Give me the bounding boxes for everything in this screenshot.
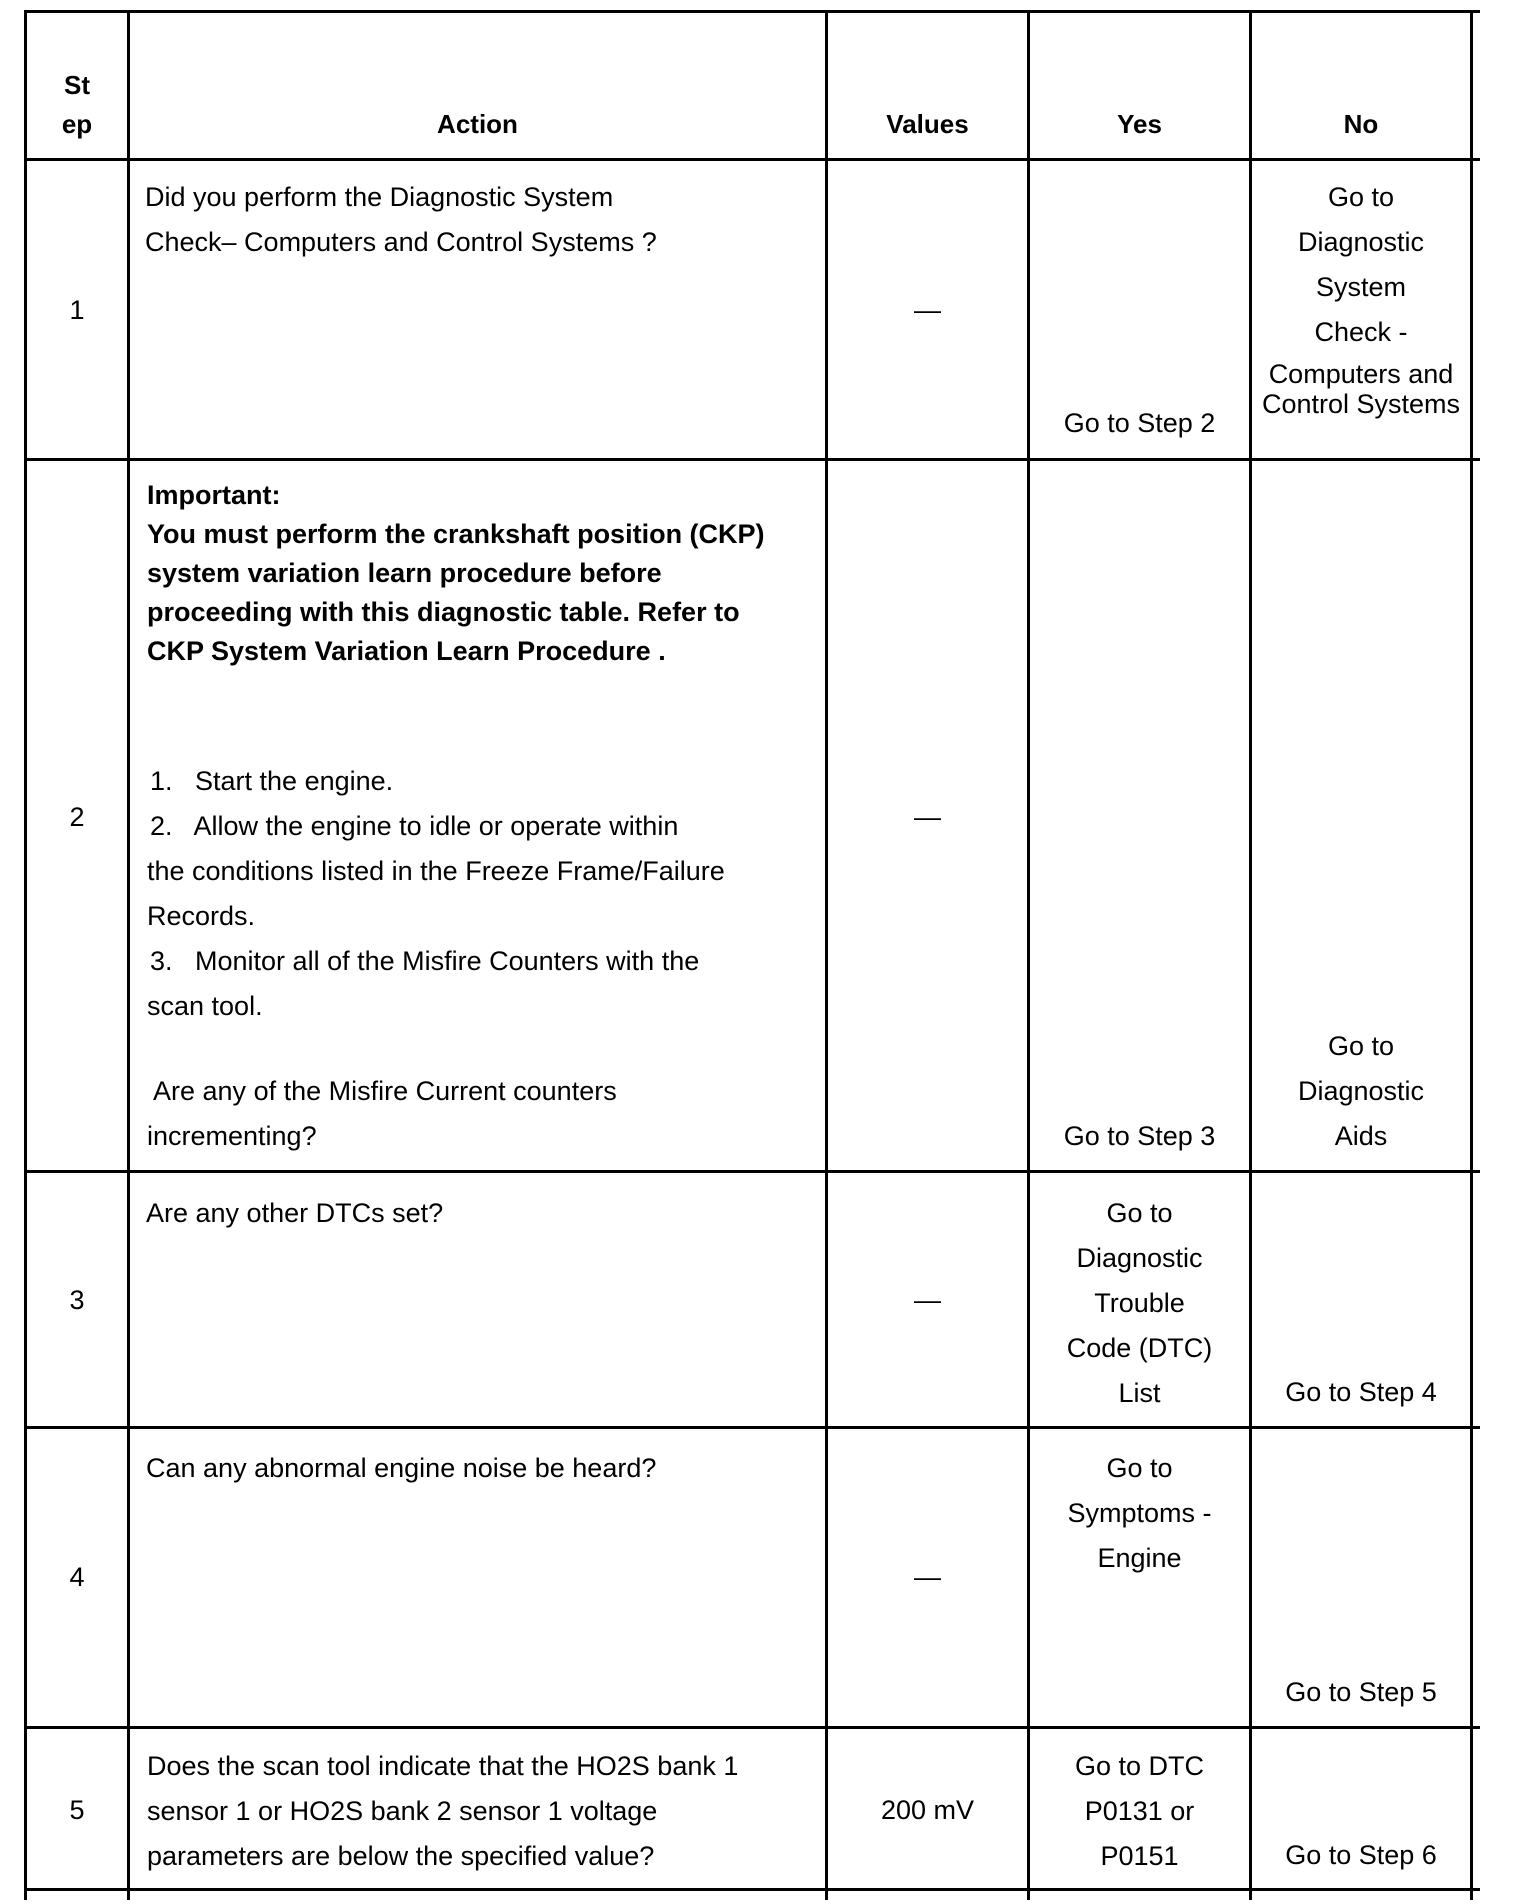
header-yes: Yes <box>1117 109 1162 139</box>
row-5-action: Does the scan tool indicate that the HO2S bank 1 sensor 1 or HO2S bank 2 sensor 1 voltage parameters are below the specified value? <box>147 1751 739 1871</box>
row-1-no: Go to Diagnostic System Check - Computers and Control Systems <box>1261 182 1461 419</box>
row-divider-1 <box>24 458 1480 461</box>
table-border-right <box>1470 10 1473 1900</box>
header-action: Action <box>437 109 518 139</box>
column-divider-action <box>127 10 130 1900</box>
row-5-step: 5 <box>69 1795 85 1825</box>
row-divider-4 <box>24 1726 1480 1729</box>
row-4-no: Go to Step 5 <box>1285 1677 1437 1707</box>
row-1-action: Did you perform the Diagnostic System Check– Computers and Control Systems ? <box>145 182 657 257</box>
row-4-values: — <box>914 1562 941 1592</box>
row-3-values: — <box>914 1285 941 1315</box>
row-divider-3 <box>24 1426 1480 1429</box>
row-3-action: Are any other DTCs set? <box>146 1198 444 1228</box>
row-3-no: Go to Step 4 <box>1285 1377 1437 1407</box>
row-4-step: 4 <box>69 1562 85 1592</box>
row-3-yes: Go to Diagnostic Trouble Code (DTC) List <box>1066 1198 1213 1408</box>
table-border-top <box>24 10 1480 13</box>
row-2-yes: Go to Step 3 <box>1063 1121 1216 1151</box>
header-step: St ep <box>61 70 93 139</box>
row-2-step: 2 <box>69 802 85 832</box>
row-2-no: Go to Diagnostic Aids <box>1297 1031 1425 1151</box>
row-1-step: 1 <box>69 295 85 325</box>
row-divider-2 <box>24 1170 1480 1173</box>
row-1-yes: Go to Step 2 <box>1063 408 1216 438</box>
row-5-values: 200 mV <box>880 1795 975 1825</box>
row-5-no: Go to Step 6 <box>1285 1840 1437 1870</box>
row-2-important-note: Important: You must perform the crankshaft position (CKP) system variation learn procedure before proceeding with this diagnostic table. Refer to CKP System Variation Learn Procedure . <box>147 480 765 666</box>
row-2-values: — <box>914 802 941 832</box>
row-5-yes: Go to DTC P0131 or P0151 <box>1074 1751 1205 1871</box>
header-divider <box>24 158 1480 161</box>
column-divider-yes <box>1027 10 1030 1900</box>
row-1-values: — <box>914 295 941 325</box>
row-2-action-steps: 1. Start the engine. 2. Allow the engine to idle or operate within the conditions listed in the Freeze Frame/Failure Records. 3. Monitor all of the Misfire Counters with the scan tool. <box>147 766 725 1021</box>
row-4-yes: Go to Symptoms - Engine <box>1067 1453 1212 1573</box>
row-4-action: Can any abnormal engine noise be heard? <box>146 1453 657 1483</box>
header-no: No <box>1343 109 1379 139</box>
header-values: Values <box>886 109 969 139</box>
row-2-question: Are any of the Misfire Current counters incrementing? <box>147 1076 617 1151</box>
row-3-step: 3 <box>69 1285 85 1315</box>
table-border-bottom <box>24 1888 1480 1891</box>
